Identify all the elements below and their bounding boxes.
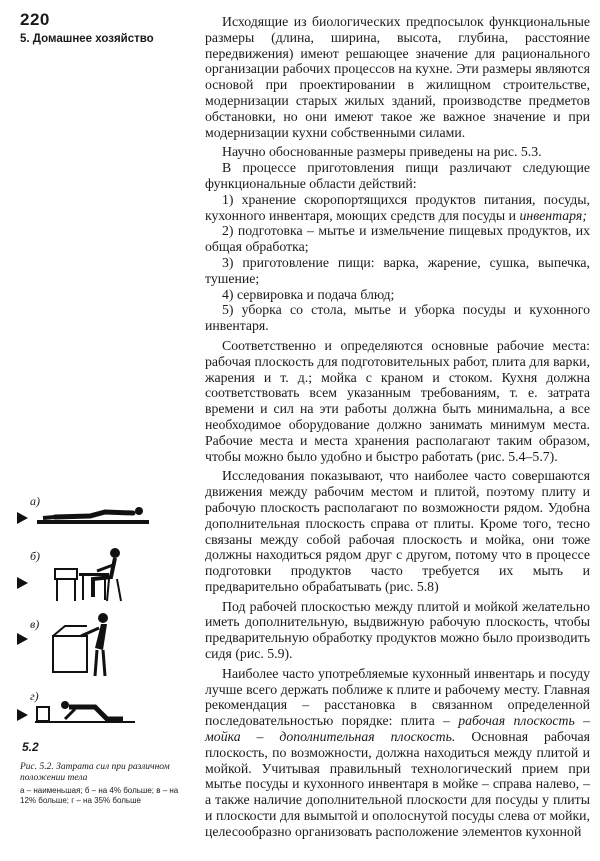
arrow-icon bbox=[17, 577, 28, 589]
paragraph-text: Наиболее часто употребляемые кухонный инвентарь и посуду лучше всего держать поближе к плите и рабочему месту. Главная рекомендация – расстановка в связанном определенной последовательностью порядке: плита – bbox=[205, 665, 590, 729]
paragraph: Соответственно и определяются основные рабочие места: рабочая плоскость для подготовительных работ, плита для варки, жарения и т. д.; мойка с краном и стоком. Кухня должна соответствовать всем указанным требованиям, т. е. затрата времени и сил на эти работы должна быть минимальна, а все необходимое оборудование должно занимать минимум места. Рабочие места и места хранения располагают таким образом, чтобы можно было удобно и быстро работать (рис. 5.4–5.7). bbox=[205, 337, 590, 464]
arrow-icon bbox=[17, 512, 28, 524]
paragraph-text: Основная рабочая плоскость, по возможности, должна находиться между плитой и мойкой. Учитывая правильный технологический прием при мытье посуды и кухонного инвентаря в мойке – справа налево, – а также наличие дополнительной плоскости для посуды у плиты и плоскости для вымытой и ополоснутой посуды слева от мойки, целесообразно организовать расположение элементов кухонной bbox=[205, 729, 590, 839]
seated-person-icon bbox=[35, 545, 155, 605]
paragraph: Исходящие из биологических предпосылок функциональные размеры (длина, ширина, высота, глубина, расстояние передвижения) имеют решающее значение для рационального организации рабочих процессов на кухне. Эти размеры являются основой при проектировании в жилищном строительстве, модернизации старых жилых зданий, производстве предметов обстановки, но они имеют такое же важное значение и при модернизации кухни собственными силами. bbox=[205, 14, 590, 140]
figure-label-d: г) bbox=[30, 689, 39, 703]
list-item: 5) уборка со стола, мытье и уборка посуды и кухонного инвентаря. bbox=[205, 302, 590, 334]
arrow-icon bbox=[17, 709, 28, 721]
figure-number: 5.2 bbox=[22, 740, 39, 754]
lying-person-icon bbox=[35, 498, 155, 528]
list-item-text: 1) хранение скоропортящихся продуктов питания, посуды, кухонного инвентаря, моющих средств для посуды и bbox=[205, 191, 590, 223]
main-text bbox=[205, 14, 590, 840]
chapter-title: 5. Домашнее хозяйство bbox=[20, 33, 154, 45]
list-item-italic: инвентаря; bbox=[519, 207, 587, 223]
list-item bbox=[205, 192, 590, 224]
paragraph: Под рабочей плоскостью между плитой и мойкой желательно иметь дополнительную, выдвижную рабочую плоскость, чтобы предварительную обработку продуктов можно было производить сидя (рис. 5.9). bbox=[205, 598, 590, 662]
figure-legend: а – наименьшая; б – на 4% больше; в – на 12% больше; г – на 35% больше bbox=[20, 786, 179, 805]
list-item: 2) подготовка – мытье и измельчение пищевых продуктов, их общая обработка; bbox=[205, 223, 590, 255]
figure-caption: Рис. 5.2. Затрата сил при различном положении тела bbox=[20, 762, 170, 783]
paragraph bbox=[205, 666, 590, 840]
standing-person-icon bbox=[35, 610, 155, 680]
kneeling-person-icon bbox=[35, 695, 155, 725]
figure-label-b: б) bbox=[30, 549, 41, 563]
sidebar bbox=[0, 0, 195, 861]
paragraph: Научно обоснованные размеры приведены на рис. 5.3. bbox=[222, 144, 542, 160]
arrow-icon bbox=[17, 633, 28, 645]
paragraph: В процессе приготовления пищи различают следующие функциональные области действий: bbox=[205, 160, 590, 191]
list-item: 4) сервировка и подача блюд; bbox=[222, 286, 395, 302]
list-item: 3) приготовление пищи: варка, жарение, сушка, выпечка, тушение; bbox=[205, 254, 590, 286]
page-number: 220 bbox=[20, 10, 50, 29]
paragraph: Исследования показывают, что наиболее часто совершаются движения между рабочим местом и плитой, поэтому плиту и рабочую плоскость располагают по возможности рядом. Удобна дополнительная плоскость справа от плиты. Кроме того, тесно связаны между собой рабочая плоскость и мойка, они тоже должны находиться рядом друг с другом, потому что в процессе подготовки продуктов часто требуется их мыть и предварительно обрабатывать (рис. 5.8) bbox=[205, 468, 590, 594]
figure-label-a: а) bbox=[30, 494, 40, 508]
figure-label-c: в) bbox=[30, 617, 40, 631]
paragraph-italic: рабочая плоскость – мойка – дополнительная плоскость. bbox=[205, 713, 590, 745]
